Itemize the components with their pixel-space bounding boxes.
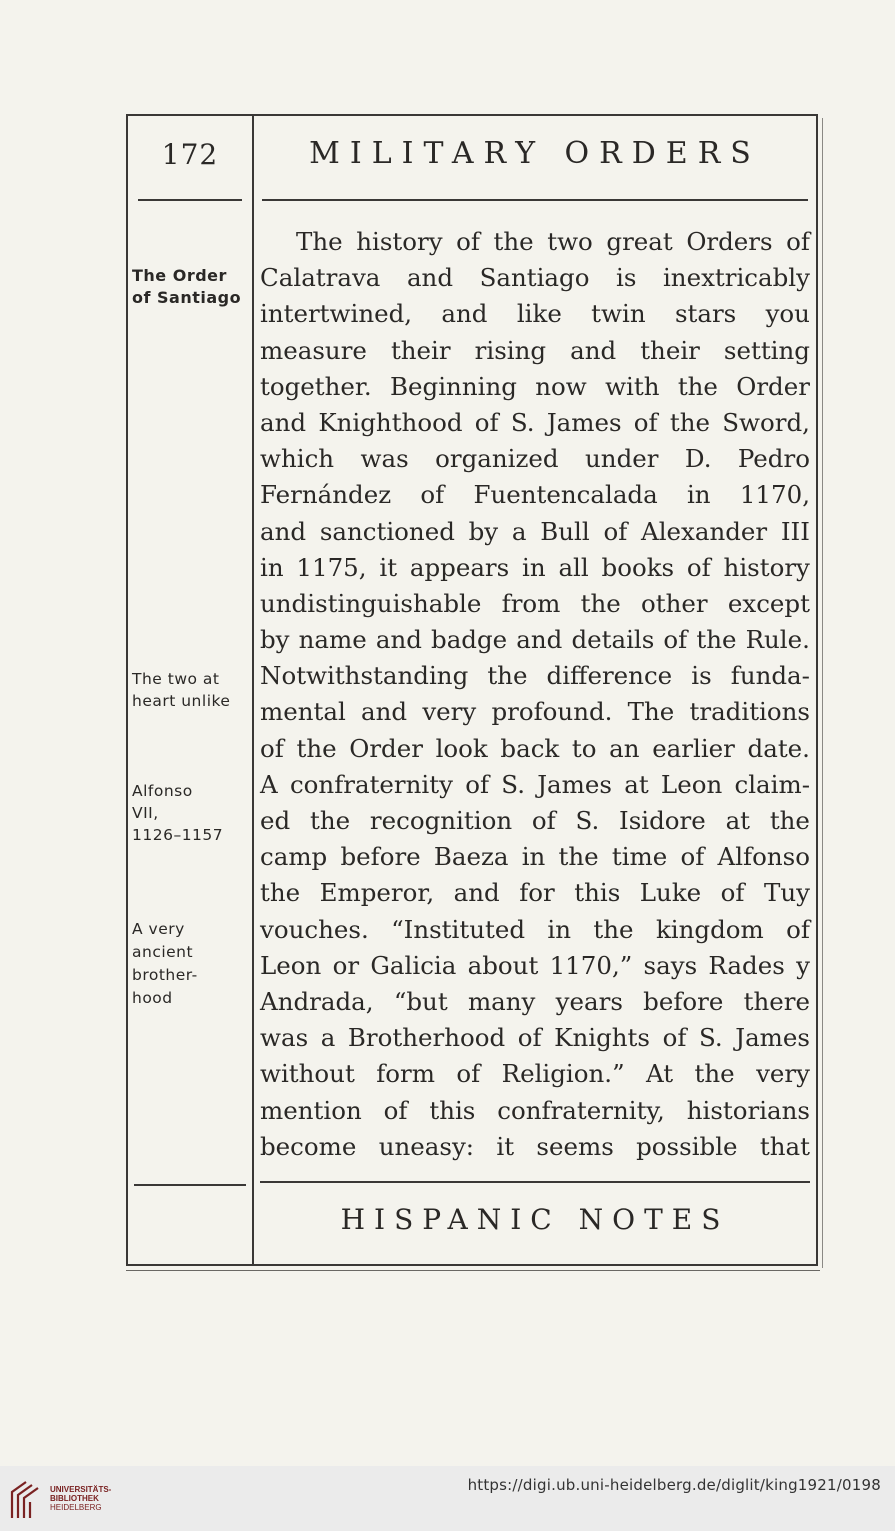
margin-note-line: VII, — [132, 804, 159, 822]
word: the — [260, 878, 301, 908]
word: the — [580, 588, 621, 618]
word: the — [309, 806, 351, 835]
word: confraternity, — [497, 1095, 665, 1125]
word: of — [786, 914, 810, 944]
word: and — [406, 263, 454, 293]
word: the — [493, 227, 534, 256]
word: together. — [260, 371, 372, 401]
margin-note-line: The two at — [132, 670, 220, 688]
text-line — [260, 803, 810, 839]
word: except — [727, 588, 810, 618]
word: and — [260, 407, 307, 437]
word: their — [390, 335, 451, 365]
word: recognition — [369, 806, 513, 835]
word: or — [332, 950, 360, 980]
word: possible — [636, 1131, 738, 1161]
word: 1170, — [739, 480, 810, 510]
word: this — [429, 1095, 476, 1125]
margin-note-line: ancient — [132, 943, 194, 961]
word: intertwined, — [260, 299, 413, 329]
footer-rule-left — [134, 1184, 246, 1186]
source-url-link[interactable]: https://digi.ub.uni-heidelberg.de/diglit/king1921/0198 — [467, 1476, 881, 1494]
text-line — [260, 333, 810, 369]
word: At — [646, 1059, 674, 1089]
word: name — [298, 625, 367, 655]
frame-shadow-rule — [822, 118, 823, 1268]
word: details — [571, 625, 655, 655]
text-line — [260, 296, 810, 332]
word: and — [441, 299, 488, 329]
word: Baeza — [433, 842, 509, 872]
word: setting — [723, 335, 810, 365]
word: Brotherhood — [347, 1023, 506, 1053]
word: and — [361, 697, 408, 727]
margin-note-ancient-brotherhood — [132, 918, 252, 1010]
margin-note-line: 1126–1157 — [132, 826, 224, 844]
word: of — [633, 407, 658, 437]
word: Leon — [260, 950, 322, 980]
word: an — [609, 733, 640, 763]
word: James — [735, 1023, 810, 1053]
word: of — [680, 842, 705, 872]
word: of — [720, 878, 745, 908]
text-line — [260, 1020, 810, 1056]
footer-rule-right — [260, 1181, 810, 1183]
word: form — [376, 1059, 435, 1089]
text-line — [260, 260, 810, 296]
word: James — [537, 769, 612, 799]
word: says — [643, 950, 698, 980]
word: Beginning — [390, 371, 517, 401]
word: Sword, — [722, 407, 810, 437]
word: the — [696, 625, 737, 655]
word: in — [521, 842, 546, 872]
text-line — [260, 224, 810, 260]
text-line — [260, 948, 810, 984]
word: before — [643, 986, 724, 1016]
word: and — [453, 878, 500, 908]
text-line — [260, 1056, 810, 1092]
word: Order — [349, 733, 423, 763]
word: the — [694, 1059, 735, 1089]
word: organized — [435, 444, 559, 474]
word: about — [467, 950, 539, 980]
word: to — [571, 733, 597, 763]
word: of — [531, 806, 556, 835]
word: and — [516, 625, 563, 655]
body-text — [260, 224, 810, 1165]
text-line — [260, 586, 810, 622]
word: seems — [536, 1131, 614, 1161]
footer-title: HISPANIC NOTES — [340, 1203, 730, 1236]
word: 1175, — [296, 552, 367, 582]
library-name-line: HEIDELBERG — [50, 1503, 102, 1512]
word: great — [606, 227, 673, 256]
text-line — [260, 369, 810, 405]
word: in — [260, 552, 284, 582]
word: other — [641, 588, 708, 618]
text-line — [260, 731, 810, 767]
word: Tuy — [763, 878, 810, 908]
word: like — [516, 299, 562, 329]
word: history — [723, 552, 810, 582]
word: the — [593, 914, 634, 944]
word: become — [260, 1131, 357, 1161]
word: it — [496, 1131, 515, 1161]
word: y — [796, 950, 810, 980]
word: S. — [501, 769, 525, 799]
text-line — [260, 441, 810, 477]
word: and — [570, 335, 617, 365]
word: badge — [431, 625, 508, 655]
text-line — [260, 767, 810, 803]
margin-note-order-of-santiago — [132, 265, 252, 309]
word: at — [725, 806, 751, 835]
library-logo-icon — [8, 1478, 44, 1520]
word: twin — [591, 299, 646, 329]
word: many — [467, 986, 536, 1016]
word: books — [601, 552, 675, 582]
margin-note-alfonso — [132, 780, 252, 846]
word: Fuentencalada — [473, 480, 658, 510]
word: Rades — [708, 950, 785, 980]
margin-note-line: hood — [132, 989, 173, 1007]
margin-note-line: The Order — [132, 266, 227, 285]
word: Santiago — [479, 263, 590, 293]
word: Knighthood — [318, 407, 463, 437]
word: two — [547, 227, 593, 256]
word: vouches. — [260, 914, 369, 944]
word: inextricably — [662, 263, 810, 293]
word: James — [546, 407, 622, 437]
word: Knights — [554, 1023, 650, 1053]
word: the — [769, 806, 810, 835]
word: back — [500, 733, 560, 763]
word: Order — [736, 371, 810, 401]
margin-column-divider — [252, 116, 254, 1266]
running-head: MILITARY ORDERS — [309, 136, 761, 171]
word: S. — [510, 407, 535, 437]
word: confraternity — [289, 769, 453, 799]
word: in — [686, 480, 711, 510]
header-rule-left — [138, 199, 242, 201]
word: Notwithstanding — [260, 661, 469, 691]
word: Religion.” — [501, 1059, 625, 1089]
word: The — [296, 227, 343, 256]
text-line — [260, 550, 810, 586]
word: difference — [546, 661, 673, 691]
word: Luke — [639, 878, 702, 908]
word: Pedro — [737, 444, 810, 474]
word: the — [677, 371, 718, 401]
word: you — [765, 299, 810, 329]
word: without — [260, 1059, 355, 1089]
word: Andrada, — [260, 986, 374, 1016]
word: appears — [409, 552, 510, 582]
word: III — [780, 516, 810, 546]
margin-note-line: A very — [132, 920, 185, 938]
word: stars — [674, 299, 737, 329]
word: traditions — [689, 697, 810, 727]
word: date. — [747, 733, 810, 763]
word: it — [379, 552, 398, 582]
word: this — [574, 878, 621, 908]
word: The — [627, 697, 675, 727]
word: Isidore — [619, 806, 706, 835]
word: a — [320, 1023, 336, 1053]
word: sanctioned — [319, 516, 455, 546]
text-line — [260, 875, 810, 911]
word: claim- — [734, 769, 810, 799]
word: 1170,” — [549, 950, 633, 980]
word: look — [435, 733, 488, 763]
word: there — [743, 986, 810, 1016]
word: of — [465, 769, 490, 799]
word: history — [356, 227, 443, 256]
word: for — [519, 878, 555, 908]
word: all — [558, 552, 589, 582]
word: D. — [684, 444, 712, 474]
word: S. — [698, 1023, 723, 1053]
word: of — [420, 480, 445, 510]
word: of — [662, 1023, 687, 1053]
word: uneasy: — [378, 1131, 475, 1161]
word: mental — [260, 697, 346, 727]
word: the — [296, 733, 337, 763]
text-line — [260, 694, 810, 730]
word: which — [260, 444, 335, 474]
word: of — [456, 1059, 481, 1089]
word: a — [511, 516, 527, 546]
word: Orders — [686, 227, 773, 256]
word: of — [456, 227, 480, 256]
word: time — [611, 842, 668, 872]
word: and — [375, 625, 422, 655]
word: years — [555, 986, 623, 1016]
word: Calatrava — [260, 263, 381, 293]
word: Alfonso — [717, 842, 810, 872]
word: earlier — [652, 733, 735, 763]
word: of — [383, 1095, 408, 1125]
word: Galicia — [370, 950, 457, 980]
margin-note-line: Alfonso — [132, 782, 193, 800]
library-name-line: BIBLIOTHEK — [50, 1494, 99, 1503]
word: Rule. — [745, 625, 810, 655]
word: mention — [260, 1095, 362, 1125]
word: kingdom — [655, 914, 764, 944]
text-line — [260, 622, 810, 658]
page-number: 172 — [161, 138, 219, 171]
word: of — [663, 625, 688, 655]
text-line — [260, 514, 810, 550]
word: camp — [260, 842, 328, 872]
text-line — [260, 912, 810, 948]
word: their — [640, 335, 700, 365]
word: of — [474, 407, 499, 437]
word: of — [517, 1023, 542, 1053]
word: the — [669, 407, 710, 437]
word: historians — [686, 1095, 810, 1125]
word: profound. — [491, 697, 613, 727]
header-rule-right — [262, 199, 808, 201]
word: S. — [575, 806, 600, 835]
text-line — [260, 839, 810, 875]
word: before — [340, 842, 421, 872]
word: A — [260, 769, 278, 799]
word: Alexander — [641, 516, 768, 546]
word: the — [487, 661, 528, 691]
word: in — [522, 552, 546, 582]
word: was — [260, 1023, 309, 1053]
frame-bottom-rule — [126, 1270, 820, 1271]
margin-note-line: brother- — [132, 966, 198, 984]
word: very — [422, 697, 477, 727]
word: Fernández — [260, 480, 392, 510]
margin-note-line: heart unlike — [132, 692, 231, 710]
word: under — [585, 444, 659, 474]
word: and — [260, 516, 307, 546]
text-line — [260, 658, 810, 694]
word: funda- — [730, 661, 810, 691]
word: of — [686, 552, 711, 582]
word: with — [605, 371, 660, 401]
word: is — [691, 661, 712, 691]
word: is — [616, 263, 637, 293]
word: rising — [474, 335, 547, 365]
word: ed — [260, 806, 291, 835]
margin-note-two-at-heart — [132, 668, 252, 712]
word: from — [501, 588, 561, 618]
text-line — [260, 477, 810, 513]
word: of — [260, 733, 284, 763]
word: “but — [393, 986, 448, 1016]
word: Emperor, — [319, 878, 435, 908]
library-logo-text — [50, 1485, 111, 1512]
word: Leon — [660, 769, 723, 799]
word: of — [603, 516, 628, 546]
word: Bull — [540, 516, 590, 546]
word: by — [468, 516, 499, 546]
word: now — [535, 371, 587, 401]
text-line — [260, 1129, 810, 1165]
margin-note-line: of Santiago — [132, 288, 242, 307]
word: by — [260, 625, 290, 655]
library-name-line: UNIVERSITÄTS- — [50, 1485, 112, 1494]
word: “Instituted — [391, 914, 526, 944]
word: the — [558, 842, 599, 872]
word: that — [759, 1131, 810, 1161]
word: was — [360, 444, 409, 474]
word: measure — [260, 335, 367, 365]
text-line — [260, 984, 810, 1020]
word: in — [547, 914, 572, 944]
word: undistinguishable — [260, 588, 482, 618]
word: of — [786, 227, 810, 256]
text-line — [260, 405, 810, 441]
word: at — [624, 769, 649, 799]
text-line — [260, 1093, 810, 1129]
word: very — [756, 1059, 810, 1089]
